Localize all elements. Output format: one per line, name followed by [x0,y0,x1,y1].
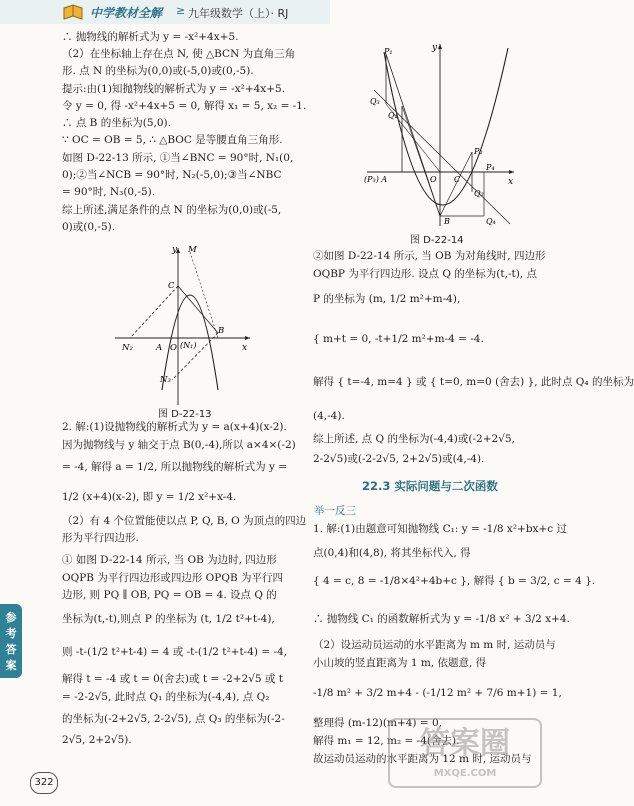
text-line: ∴ 点 B 的坐标为(5,0). [62,117,171,129]
book-logo-icon [62,2,84,22]
section-title: 22.3 实际问题与二次函数 [362,479,498,493]
text-line: 1. 解:(1)由题意可知抛物线 C₁: y = -1/8 x²+bx+c 过 [313,523,567,535]
point-label: N₃ [160,375,171,385]
x-axis-label: x [242,343,248,353]
text-line: 整理得 (m-12)(m+4) = 0, [313,717,443,729]
point-label: Q₄ [486,217,496,226]
side-tab-label: 参考答案 [5,611,17,672]
text-line: 则 -t-(1/2 t²+t-4) = 4 或 -t-(1/2 t²+t-4) = -4, [62,646,288,658]
text-line: P 的坐标为 (m, 1/2 m²+m-4), [313,293,461,305]
point-label: (P₃) A [364,175,388,184]
text-line: 故运动员运动的水平距离为 12 m 时, 运动员与 [313,753,532,765]
text-line: 1/2 (x+4)(x-2), 即 y = 1/2 x²+x-4. [62,491,237,503]
text-line: 小山坡的竖直距离为 1 m, 依题意, 得 [313,657,487,669]
text-line: 解得 m₁ = 12, m₂ = -4(舍去). [313,735,460,747]
figure-caption: 图 D-22-13 [158,409,212,420]
side-tab [0,604,22,678]
segment-cn2 [130,286,178,338]
text-line: = 90°时, N₃(0,-5). [62,186,156,198]
watermark-stamp [388,718,542,788]
segment-q1b [402,106,440,216]
point-label: P₂ [474,147,483,156]
text-line: 综上所述, 点 Q 的坐标为(-4,4)或(-2+2√5, [313,433,515,445]
text-line: -1/8 m² + 3/2 m+4 - (-1/12 m² + 7/6 m+1) = 1, [313,687,562,699]
text-line: 提示:由(1)知抛物线的解析式为 y = -x²+4x+5. [62,83,286,95]
point-label: B [218,326,225,336]
page-number: 322 [30,772,58,794]
text-line: 2. 解:(1)设抛物线的解析式为 y = a(x+4)(x-2). [62,421,287,433]
parabola-curve [384,48,508,205]
point-label: N₂ [122,343,133,353]
point-label: B [444,217,450,226]
text-line: 0);②当∠NCB = 90°时, N₂(-5,0);③当∠NBC [62,169,282,181]
text-line: ∴ 抛物线的解析式为 y = -x²+4x+5. [62,31,239,43]
text-line: ① 如图 D-22-14 所示, 当 OB 为边时, 四边形 [62,554,277,566]
text-line: 的坐标为(-2+2√5, 2-2√5), 点 Q₃ 的坐标为(-2- [62,713,285,725]
text-line: ②如图 D-22-14 所示, 当 OB 为对角线时, 四边形 [313,250,546,262]
page-header [0,0,565,26]
text-line: 解得 t = -4 或 t = 0(舍去)或 t = -2+2√5 或 t [62,673,284,685]
header-subtitle: 九年级数学（上）· RJ [188,7,289,20]
text-line: 解得 { t=-4, m=4 } 或 { t=0, m=0 (舍去) }, 此时点 Q₄ 的坐标为 [313,376,634,388]
y-axis-label: y [432,43,438,53]
text-line: OQBP 为平行四边形. 设点 Q 的坐标为(t,-t), 点 [313,268,537,280]
text-line: (4,-4). [313,410,345,422]
text-line: （2）在坐标轴上存在点 N, 使 △BCN 为直角三角 [62,48,296,60]
y-axis-label: y [172,245,178,255]
text-line: 如图 D-22-13 所示, ①当∠BNC = 90°时, N₁(0, [62,152,294,164]
point-label: P₁ [384,47,393,56]
segment-bp2 [440,152,472,216]
x-axis-label: x [508,177,514,187]
text-line: 边形, 则 PQ ∥ OB, PQ = OB = 4. 设点 Q 的 [62,589,277,601]
point-label: Q₁ [388,111,398,120]
segment-cb [178,286,218,333]
point-label: O [170,343,177,353]
point-label: (N₁) [180,341,197,350]
text-line: 坐标为(t,-t),则点 P 的坐标为 (t, 1/2 t²+t-4), [62,613,275,625]
watermark-text: 答案圈 [420,726,510,761]
header-title: 中学教材全解 [90,6,163,20]
figure-d-22-14 [362,40,520,230]
figure-d-22-13 [110,240,260,410]
segment-mb [190,252,218,338]
text-line: ∴ 抛物线 C₁ 的函数解析式为 y = -1/8 x² + 3/2 x+4. [313,613,570,625]
text-line: { 4 = c, 8 = -1/8×4²+4b+c }, 解得 { b = 3/2, c = 4 }. [313,575,596,587]
text-line: ∵ OC = OB = 5, ∴ △BOC 是等腰直角三角形. [62,134,283,146]
point-label: A [156,343,163,353]
text-line: （2）设运动员运动的水平距离为 m m 时, 运动员与 [313,639,556,651]
text-line: = -2-2√5, 此时点 Q₁ 的坐标为(-4,4), 点 Q₂ [62,691,270,703]
point-label: C [168,281,175,291]
watermark-small-text: MXQE.COM [433,768,497,779]
text-line: 因为抛物线与 y 轴交于点 B(0,-4),所以 a×4×(-2) [62,439,296,451]
point-label: O [430,175,437,184]
text-line: 形为平行四边形. [62,532,139,544]
text-line: OQPB 为平行四边形或四边形 OPQB 为平行四 [62,572,284,584]
header-separator: ≥ [176,4,186,17]
text-line: { m+t = 0, -t+1/2 m²+m-4 = -4. [313,333,484,345]
point-label: M [188,245,197,255]
text-line: 2-2√5)或(-2-2√5, 2+2√5)或(4,-4). [313,453,485,465]
text-line: 点(0,4)和(4,8), 将其坐标代入, 得 [313,547,471,559]
text-line: = -4, 解得 a = 1/2, 所以抛物线的解析式为 y = [62,461,288,473]
point-label: Q₃ [370,97,380,106]
point-label: C [454,175,461,184]
text-line: （2）有 4 个位置能使以点 P, Q, B, O 为顶点的四边 [62,515,307,527]
figure-caption: 图 D-22-14 [410,235,464,246]
text-line: 2√5, 2+2√5). [62,734,132,746]
point-label: Q₂ [474,189,484,198]
text-line: 0)或(0,-5). [62,221,116,233]
text-line: 综上所述,满足条件的点 N 的坐标为(0,0)或(-5, [62,204,282,216]
text-line: 形. 点 N 的坐标为(0,0)或(-5,0)或(0,-5). [62,65,254,77]
subsection-title: 举一反三 [314,505,356,517]
text-line: 令 y = 0, 得 -x²+4x+5 = 0, 解得 x₁ = 5, x₂ = -1. [62,100,307,112]
point-label: P₄ [486,163,495,172]
